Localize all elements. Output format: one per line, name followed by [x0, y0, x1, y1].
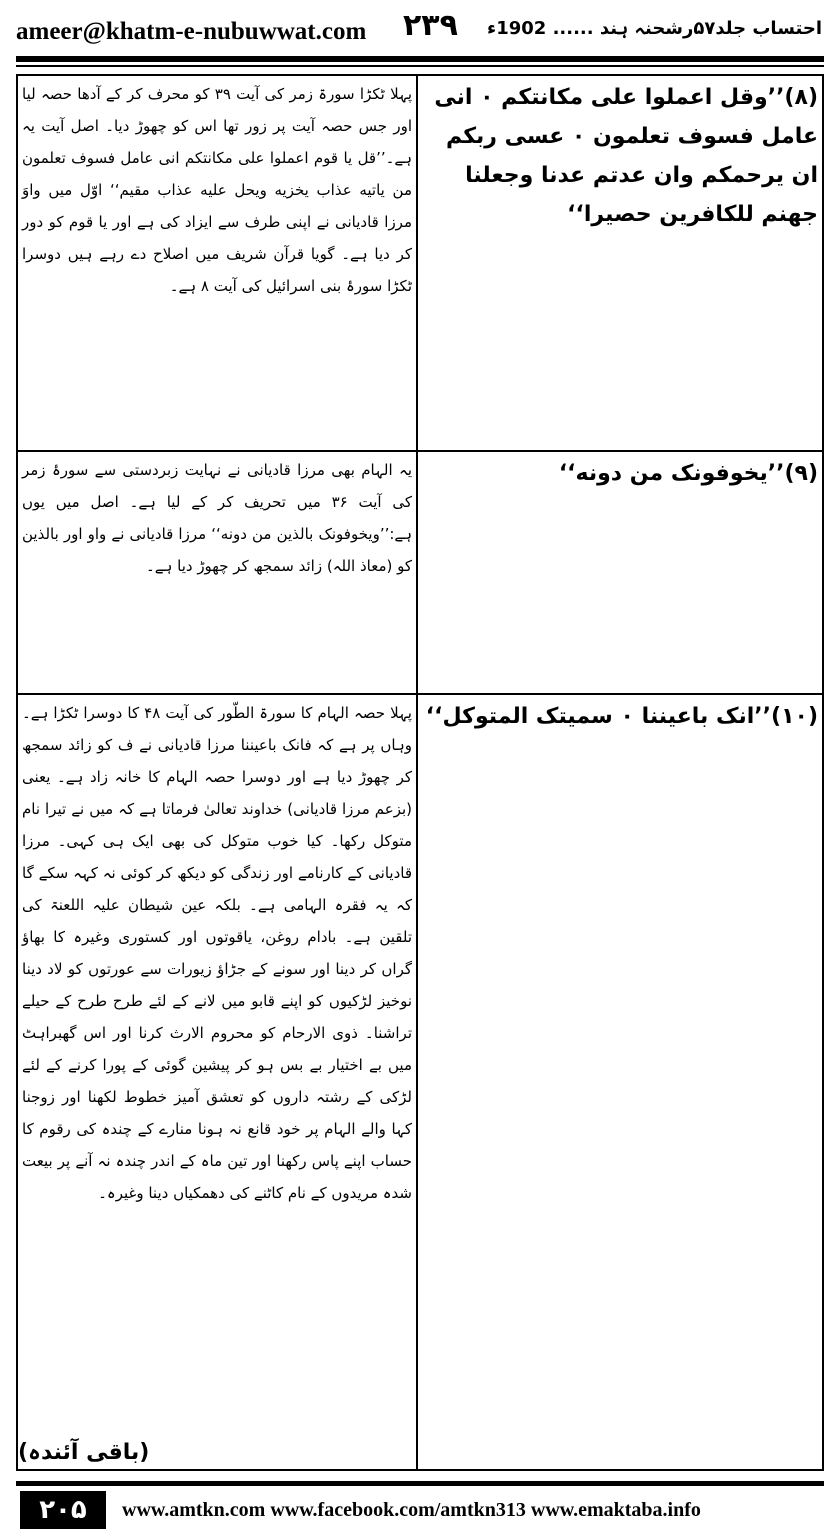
quote-cell: (۱۰)’’انک باعیننا ۰ سمیتک المتوکل‘‘: [417, 694, 823, 1470]
page-header: [16, 8, 824, 52]
quote-cell: (۸)’’وقل اعملوا علی مکانتکم ۰ انی عامل فسوف تعلمون ۰ عسی ربکم ان یرحمکم وان عدتم عدنا وجعلنا جھنم للکافرین حصیرا‘‘: [417, 75, 823, 451]
header-title: احتساب جلد۵۷رشحنہ ہند ...... 1902ء: [487, 18, 822, 39]
header-page-number: ۲۳۹: [403, 8, 458, 43]
header-email: ameer@khatm-e-nubuwwat.com: [16, 18, 367, 45]
continued-note: (باقی آئندہ): [18, 1440, 150, 1465]
commentary-cell: پہلا حصہ الہام کا سورۃ الطّور کی آیت ۴۸ کا دوسرا ٹکڑا ہے۔ وہاں پر ہے کہ فانک باعیننا مرزا قادیانی نے ف کو زائد سمجھ کر چھوڑ دیا ہے اور دوسرا حصہ الہام کا خانہ زاد ہے۔ یعنی (بزعم مرزا قادیانی) خداوند تعالیٰ فرماتا ہے کہ میں نے تیرا نام متوکل رکھا۔ کیا خوب متوکل کی بھی ایک ہی کہی۔ مرزا قادیانی کے کارنامے اور زندگی کو دیکھ کر کوئی نہ کہہ سکے گا کہ یہ فقرہ الہامی ہے۔ بلکہ عین شیطان علیہ اللعنۃ کی تلقین ہے۔ بادام روغن، یاقوتوں اور کستوری وغیرہ کا بھاؤ گراں کر دینا اور سونے کے جڑاؤ زیورات سے عورتوں کو لاد دینا نوخیز لڑکیوں کو اپنے قابو میں لانے کے لئے طرح طرح کے حیلے تراشنا۔ ذوی الارحام کو محروم الارث کرنا اور اس گھبراہٹ میں بے اختیار بے بس ہو کر پیشین گوئی کے پورا کرنے کے لئے لڑکی کے رشتہ داروں کو تعشق آمیز خطوط لکھنا اور زوجنا کہا والے الہام پر خود قانع نہ ہونا منارے کے چندہ کی رقوم کا حساب اپنے پاس رکھنا اور تین ماہ کے اندر چندہ نہ آنے پر بیعت شدہ مریدوں کے نام کاٹنے کی دھمکیاں دینا وغیرہ۔: [17, 694, 417, 1470]
footer-rule: [16, 1481, 824, 1486]
table-row: [17, 694, 823, 1470]
footer-page-number: ۲۰۵: [20, 1491, 106, 1529]
commentary-cell: یہ الہام بھی مرزا قادیانی نے نہایت زبردستی سے سورۂ زمر کی آیت ۳۶ میں تحریف کر کے لیا ہے۔ اصل میں یوں ہے:’’ویخوفونک بالذین من دونه‘‘ مرزا قادیانی نے واو اور بالذین کو (معاذ اللہ) زائد سمجھ کر چھوڑ دیا ہے۔: [17, 451, 417, 694]
quote-cell: (۹)’’یخوفونک من دونه‘‘: [417, 451, 823, 694]
header-rule: [16, 56, 824, 62]
table-row: [17, 451, 823, 694]
commentary-cell: پہلا ٹکڑا سورۃ زمر کی آیت ۳۹ کو محرف کر کے آدھا حصہ لیا اور جس حصہ آیت پر زور تھا اس کو چھوڑ دیا۔ اصل آیت یہ ہے۔’’قل یا قوم اعملوا علی مکانتکم انی عامل فسوف تعلمون من یاتیه عذاب یخزیه ویحل علیه عذاب مقیم‘‘ اوّل میں واوَ مرزا قادیانی نے اپنی طرف سے ایزاد کی ہے اور یا قوم کو دور کر دیا ہے۔ گویا قرآن شریف میں اصلاح دے رہے ہیں دوسرا ٹکڑا سورۂ بنی اسرائیل کی آیت ۸ ہے۔: [17, 75, 417, 451]
table-row: [17, 75, 823, 451]
content-table: [16, 74, 824, 1471]
header-rule-thin: [16, 65, 824, 67]
footer-links: www.amtkn.com www.facebook.com/amtkn313 www.emaktaba.info: [122, 1499, 701, 1521]
